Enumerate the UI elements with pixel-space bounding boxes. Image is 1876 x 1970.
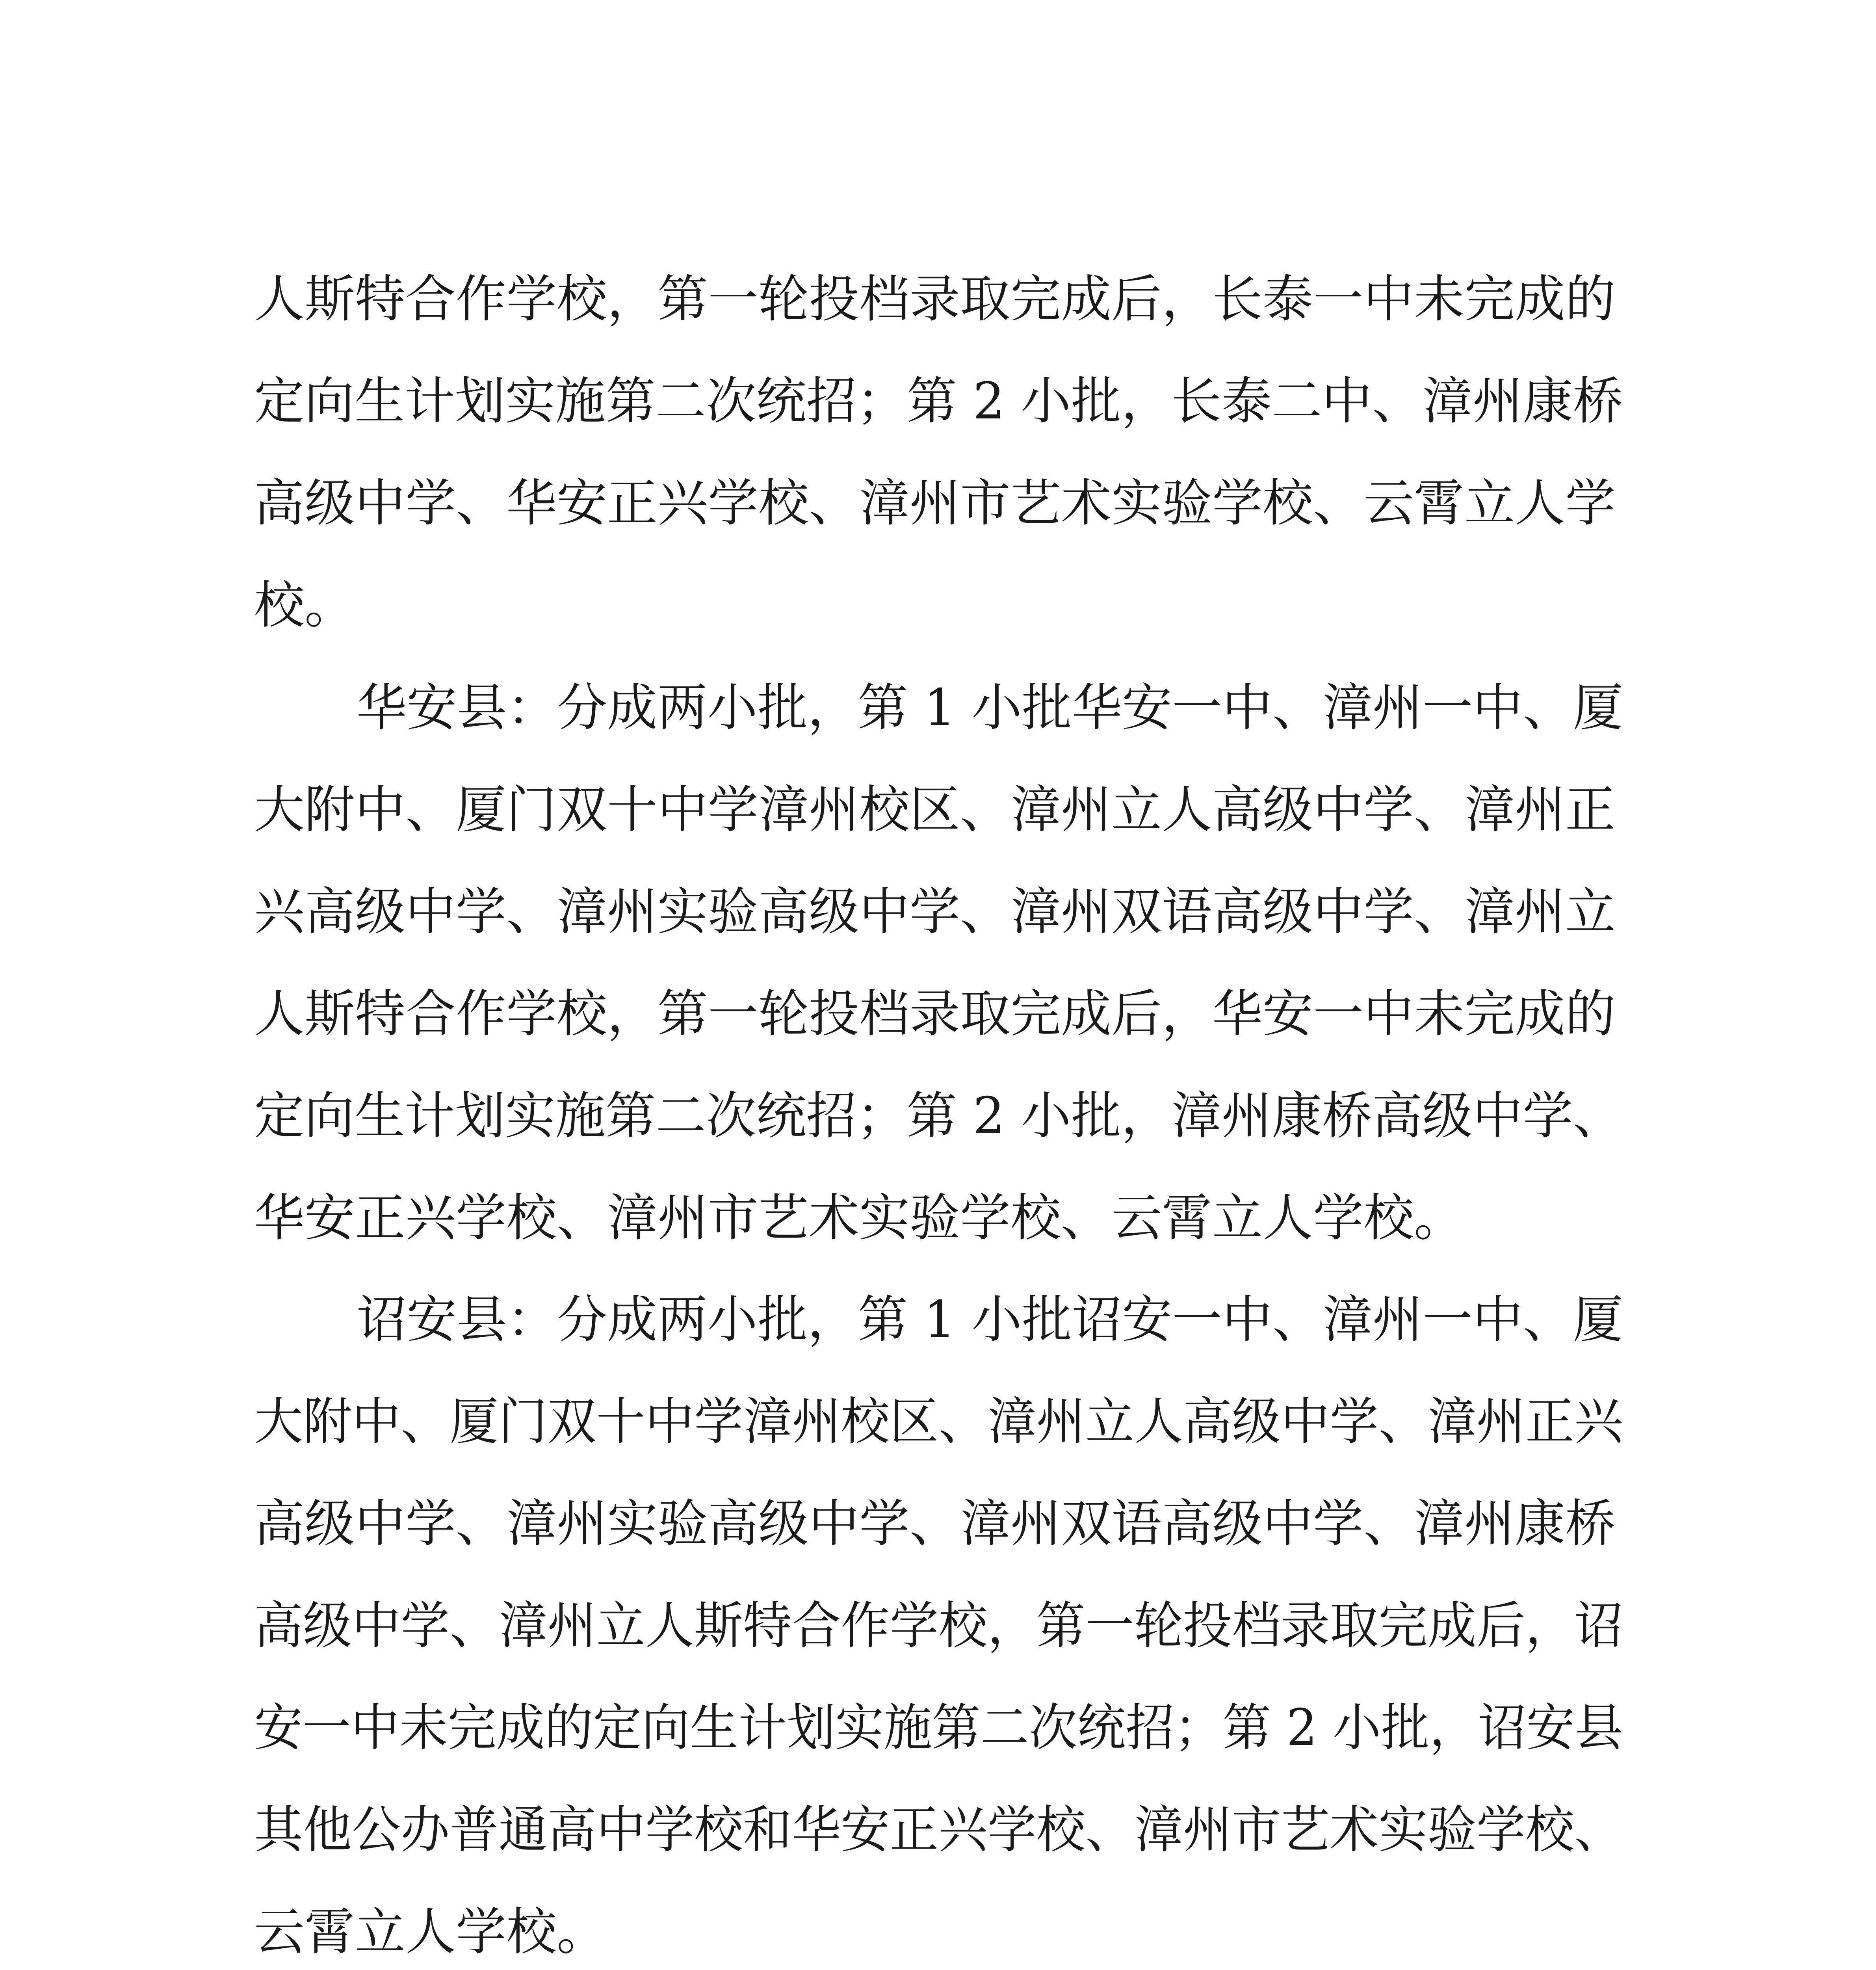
- text-line-content: 安一中未完成的定向生计划实施第二次统招；第 2 小批，诏安县: [254, 1699, 1623, 1757]
- paragraph-start-line: [0, 1277, 1876, 1363]
- text-line-content: 高级中学、漳州实验高级中学、漳州双语高级中学、漳州康桥: [254, 1494, 1616, 1553]
- text-line-content: 大附中、厦门双十中学漳州校区、漳州立人高级中学、漳州正: [254, 781, 1616, 839]
- text-line-content: 其他公办普通高中学校和华安正兴学校、漳州市艺术实验学校、: [254, 1801, 1623, 1859]
- text-line: [0, 1583, 1876, 1669]
- text-line-content: 兴高级中学、漳州实验高级中学、漳州双语高级中学、漳州立: [254, 883, 1616, 941]
- text-line-content: 定向生计划实施第二次统招；第 2 小批，长泰二中、漳州康桥: [254, 372, 1623, 431]
- text-line-content: 云霄立人学校。: [254, 1903, 607, 1961]
- text-line: [0, 767, 1876, 853]
- text-line: [0, 460, 1876, 547]
- text-line: [0, 1073, 1876, 1160]
- text-line: [0, 1481, 1876, 1567]
- text-line-content: 高级中学、漳州立人斯特合作学校，第一轮投档录取完成后，诏: [254, 1596, 1623, 1655]
- text-line: [0, 562, 1876, 649]
- text-line: [0, 971, 1876, 1057]
- text-line-content: 诏安县：分成两小批，第 1 小批诏安一中、漳州一中、厦: [357, 1290, 1623, 1349]
- text-line-content: 华安县：分成两小批，第 1 小批华安一中、漳州一中、厦: [357, 678, 1623, 737]
- text-line-content: 人斯特合作学校，第一轮投档录取完成后，长泰一中未完成的: [254, 270, 1616, 329]
- text-line-content: 人斯特合作学校，第一轮投档录取完成后，华安一中未完成的: [254, 985, 1616, 1043]
- text-line-content: 大附中、厦门双十中学漳州校区、漳州立人高级中学、漳州正兴: [254, 1392, 1623, 1451]
- text-line: [0, 1175, 1876, 1262]
- text-line: [0, 358, 1876, 445]
- text-line: [0, 1685, 1876, 1771]
- text-line: [0, 869, 1876, 955]
- paragraph-start-line: [0, 665, 1876, 751]
- text-line-content: 高级中学、华安正兴学校、漳州市艺术实验学校、云霄立人学: [254, 474, 1616, 533]
- text-line: [0, 1787, 1876, 1873]
- text-line-content: 校。: [254, 576, 355, 635]
- text-line: [0, 1379, 1876, 1465]
- text-line-content: 华安正兴学校、漳州市艺术实验学校、云霄立人学校。: [254, 1189, 1465, 1247]
- text-line: [0, 256, 1876, 343]
- text-line-content: 定向生计划实施第二次统招；第 2 小批，漳州康桥高级中学、: [254, 1087, 1623, 1145]
- text-line: [0, 1889, 1876, 1970]
